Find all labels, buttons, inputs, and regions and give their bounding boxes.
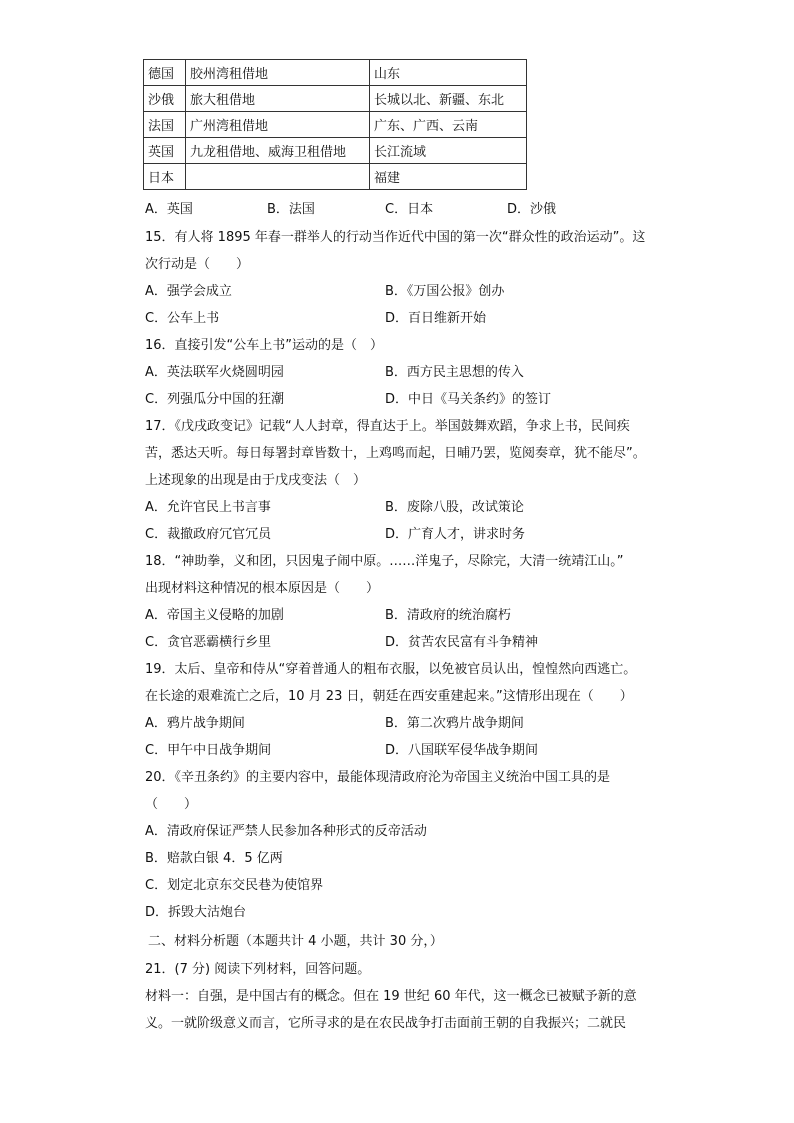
- q17-stem-line: 苦，悉达天听。每日每署封章皆数十，上鸡鸣而起，日晡乃罢，览阅奏章，犹不能尽”。: [145, 446, 646, 461]
- option-c: C．甲午中日战争期间: [145, 743, 272, 758]
- q19-options-cd: [145, 741, 665, 761]
- option-b: B．第二次鸦片战争期间: [385, 716, 524, 731]
- table-cell: 广东、广西、云南: [370, 112, 527, 138]
- option-a: A．清政府保证严禁人民参加各种形式的反帝活动: [145, 824, 427, 839]
- option-d: D．拆毁大沽炮台: [145, 905, 247, 920]
- section-heading: 二、材料分析题（本题共计 4 小题，共计 30 分，）: [148, 934, 443, 949]
- q15-options-cd: [145, 309, 665, 329]
- table-cell: 山东: [370, 60, 527, 86]
- table-cell: 法国: [144, 112, 186, 138]
- option-c: C．裁撤政府冗官冗员: [145, 527, 272, 542]
- q15-options-ab: [145, 282, 665, 302]
- q18-options-cd: [145, 633, 665, 653]
- option-b: B．赔款白银 4．5 亿两: [145, 851, 283, 866]
- q15-stem-line: 15．有人将 1895 年春一群举人的行动当作近代中国的第一次“群众性的政治运动”。这: [145, 230, 646, 245]
- q16-options-ab: [145, 363, 665, 383]
- option-a: A．英法联军火烧圆明园: [145, 365, 284, 380]
- q17-options-cd: [145, 525, 665, 545]
- option-d: D．贫苦农民富有斗争精神: [385, 635, 539, 650]
- option-d: D．百日维新开始: [385, 311, 487, 326]
- table-cell: 九龙租借地、威海卫租借地: [186, 138, 370, 164]
- q20-stem-line: （ ）: [145, 797, 198, 812]
- option-a: A．英国: [145, 202, 193, 217]
- q18-options-ab: [145, 606, 665, 626]
- table-row: [144, 86, 527, 112]
- table-row: [144, 112, 527, 138]
- table-cell: 沙俄: [144, 86, 186, 112]
- option-a: A．强学会成立: [145, 284, 232, 299]
- q21-material-line: 材料一：自强，是中国古有的概念。但在 19 世纪 60 年代，这一概念已被赋予新的意: [145, 989, 637, 1004]
- q18-stem-line: 18．“神助拳，义和团，只因鬼子闹中原。……洋鬼子，尽除完，大清一统靖江山。”: [145, 554, 624, 569]
- table-row: [144, 138, 527, 164]
- q17-stem-line: 上述现象的出现是由于戊戌变法（ ）: [145, 473, 367, 488]
- table-cell: 福建: [370, 164, 527, 190]
- q17-options-ab: [145, 498, 665, 518]
- q16-stem-line: 16．直接引发“公车上书”运动的是（ ）: [145, 338, 384, 353]
- table-cell: 胶州湾租借地: [186, 60, 370, 86]
- option-c: C．贪官恶霸横行乡里: [145, 635, 272, 650]
- option-a: A．帝国主义侵略的加剧: [145, 608, 284, 623]
- option-c: C．划定北京东交民巷为使馆界: [145, 878, 324, 893]
- option-d: D．广育人才，讲求时务: [385, 527, 526, 542]
- q21-stem-line: 21．(7 分) 阅读下列材料，回答问题。: [145, 962, 371, 977]
- table-row: [144, 60, 527, 86]
- q18-stem-line: 出现材料这种情况的根本原因是（ ）: [145, 581, 380, 596]
- q21-material-line: 义。一就阶级意义而言，它所寻求的是在农民战争打击面前王朝的自我振兴；二就民: [145, 1016, 627, 1031]
- option-b: B．法国: [267, 202, 315, 217]
- option-b: B．废除八股，改试策论: [385, 500, 524, 515]
- table-cell: 长江流域: [370, 138, 527, 164]
- option-b: B．西方民主思想的传入: [385, 365, 524, 380]
- option-c: C．日本: [385, 202, 434, 217]
- option-d: D．中日《马关条约》的签订: [385, 392, 552, 407]
- table-cell: 日本: [144, 164, 186, 190]
- option-b: B．清政府的统治腐朽: [385, 608, 511, 623]
- q19-stem-line: 19．太后、皇帝和侍从“穿着普通人的粗布衣服，以免被官员认出，惶惶然向西逃亡。: [145, 662, 637, 677]
- table-cell: 英国: [144, 138, 186, 164]
- table-cell: 长城以北、新疆、东北: [370, 86, 527, 112]
- option-a: A．允许官民上书言事: [145, 500, 271, 515]
- q14-options: [145, 200, 665, 220]
- table-cell: [186, 164, 370, 190]
- q17-stem-line: 17．《戊戌政变记》记载“人人封章，得直达于上。举国鼓舞欢蹈，争求上书，民间疾: [145, 419, 630, 434]
- table-cell: 广州湾租借地: [186, 112, 370, 138]
- q19-options-ab: [145, 714, 665, 734]
- q15-stem-line: 次行动是（ ）: [145, 257, 250, 272]
- option-b: B．《万国公报》创办: [385, 284, 505, 299]
- table-cell: 旅大租借地: [186, 86, 370, 112]
- option-a: A．鸦片战争期间: [145, 716, 245, 731]
- table-row: [144, 164, 527, 190]
- q16-options-cd: [145, 390, 665, 410]
- table-cell: 德国: [144, 60, 186, 86]
- spheres-of-influence-table: [143, 59, 527, 190]
- option-c: C．公车上书: [145, 311, 220, 326]
- q19-stem-line: 在长途的艰难流亡之后，10 月 23 日，朝廷在西安重建起来。”这情形出现在（ ）: [145, 689, 633, 704]
- q20-stem-line: 20．《辛丑条约》的主要内容中，最能体现清政府沦为帝国主义统治中国工具的是: [145, 770, 611, 785]
- option-d: D．沙俄: [507, 202, 557, 217]
- option-d: D．八国联军侵华战争期间: [385, 743, 539, 758]
- option-c: C．列强瓜分中国的狂潮: [145, 392, 285, 407]
